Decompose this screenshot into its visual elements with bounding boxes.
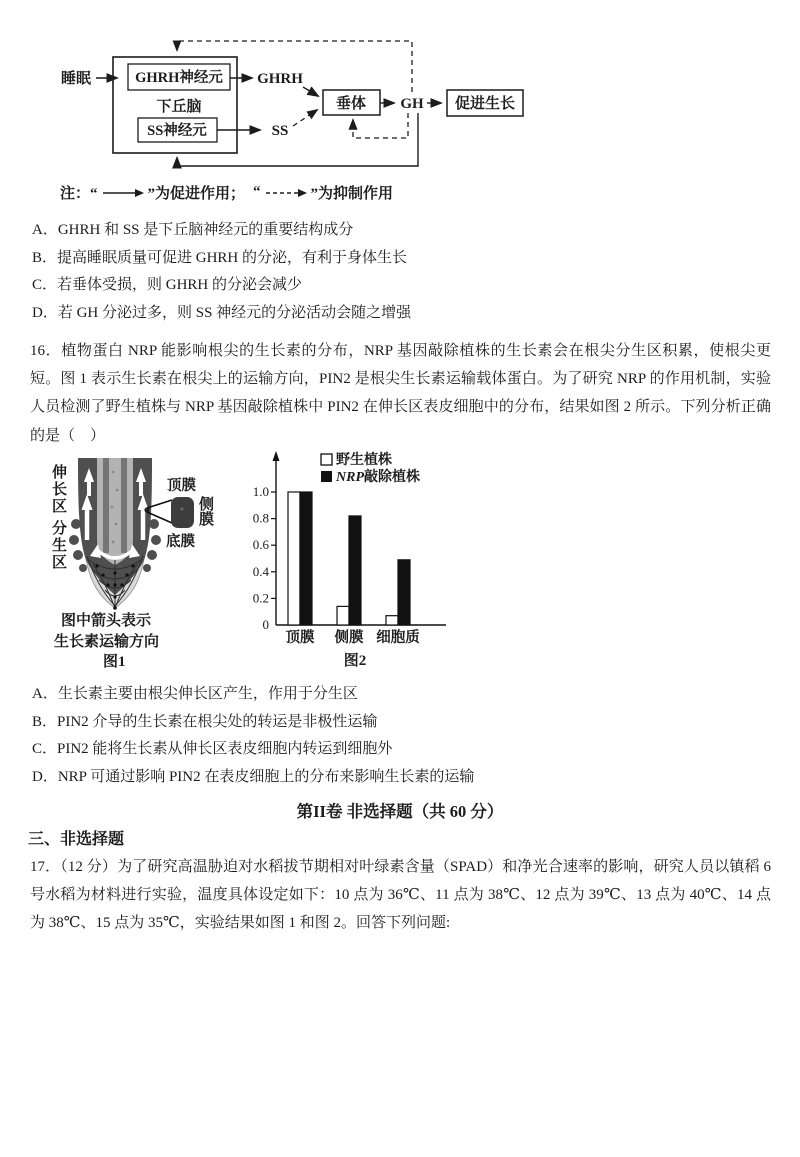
elongation-zone-label: 伸长区 xyxy=(50,464,66,515)
q16-option-b: B．PIN2 介导的生长素在根尖处的转运是非极性运输 xyxy=(32,713,378,730)
fig1-root-tip xyxy=(45,452,270,670)
promote-growth-label: 促进生长 xyxy=(454,96,516,112)
apical-membrane-label: 顶膜 xyxy=(167,478,196,494)
lateral-membrane-label: 侧膜 xyxy=(197,496,213,526)
note-solid-meaning: ”为促进作用； xyxy=(147,186,246,202)
pituitary-label: 垂体 xyxy=(335,96,367,112)
q16-option-a: A．生长素主要由根尖伸长区产生，作用于分生区 xyxy=(32,686,358,702)
q15-option-c: C．若垂体受损，则 GHRH 的分泌会减少 xyxy=(32,277,303,294)
q15-option-d: D．若 GH 分泌过多，则 SS 神经元的分泌活动会随之增强 xyxy=(32,304,412,321)
bar-NRP敲除植株-侧膜 xyxy=(349,516,361,625)
y-axis-arrow xyxy=(273,451,280,461)
legend-wild-swatch xyxy=(321,454,332,465)
legend-knockout-label xyxy=(335,468,420,485)
legend-knockout-rest-part: 敲除植株 xyxy=(364,470,420,485)
dashed-arrow-icon xyxy=(264,187,308,199)
ytick-0.2: 0.2 xyxy=(252,590,269,606)
ytick-0.4: 0.4 xyxy=(252,563,269,579)
note-prefix: 注：“ xyxy=(60,186,98,202)
ytick-0.8: 0.8 xyxy=(252,510,269,526)
bar-野生植株-侧膜 xyxy=(337,606,349,625)
q15-hormone-flow-diagram xyxy=(55,30,535,180)
gh-label: GH xyxy=(400,96,424,112)
category-lateral: 侧膜 xyxy=(334,630,364,646)
ghrh-neuron-label: GHRH神经元 xyxy=(135,70,223,86)
ytick-0.6: 0.6 xyxy=(252,537,269,553)
bar-野生植株-细胞质 xyxy=(386,616,398,625)
stele-stripe-right xyxy=(121,458,127,553)
solid-arrow-icon xyxy=(101,187,145,199)
fig2-caption: 图2 xyxy=(343,653,367,669)
q15-options xyxy=(32,217,411,327)
sleep-label: 睡眠 xyxy=(60,71,92,87)
q17-stem: 17．（12 分）为了研究高温胁迫对水稻拔节期相对叶绿素含量（SPAD）和净光合速率的影响，研究人员以镇稻 6 号水稻为材料进行实验，温度具体设定如下：10 点为 36℃、11 点为 38℃、12 点为 39℃、13 点为 40℃、14 点为 38℃、15 点为 35℃，实验结果如图 1 和图 2。回答下列问题: xyxy=(30,859,771,932)
cell-texture-dot xyxy=(181,508,184,511)
y-tick-marks xyxy=(271,492,276,598)
category-apical: 顶膜 xyxy=(285,630,315,646)
arrow-ss-to-pituitary-dashed xyxy=(293,110,317,126)
section2-header: 第II卷 非选择题（共 60 分） xyxy=(296,802,504,821)
section3-subheader: 三、非选择题 xyxy=(28,831,125,848)
q15-option-a: A．GHRH 和 SS 是下丘脑神经元的重要结构成分 xyxy=(32,222,354,238)
category-labels xyxy=(286,628,421,646)
note-dashed-open: “ xyxy=(253,184,261,200)
hypothalamus-label: 下丘脑 xyxy=(156,99,202,115)
epidermal-cell xyxy=(171,497,194,528)
meristem-zone-label: 分生区 xyxy=(50,520,66,571)
arrow-legend-note xyxy=(60,182,393,203)
bars-group xyxy=(288,492,410,625)
arrow-ghrh-to-pituitary xyxy=(303,87,318,96)
ghrh-label: GHRH xyxy=(257,71,303,87)
ss-neuron-label: SS神经元 xyxy=(147,123,207,139)
basal-membrane-label: 底膜 xyxy=(166,534,195,550)
fig1-caption: 图1 xyxy=(103,654,126,670)
y-tick-labels xyxy=(253,484,270,632)
bar-NRP敲除植株-细胞质 xyxy=(398,560,410,625)
fig1-note-line2: 生长素运输方向 xyxy=(54,634,160,650)
legend-wild-label: 野生植株 xyxy=(336,453,392,468)
fig1-note-line1: 图中箭头表示 xyxy=(61,613,152,629)
legend-knockout-swatch xyxy=(321,471,332,482)
q16-stem: 16．植物蛋白 NRP 能影响根尖的生长素的分布，NRP 基因敲除植株的生长素会在根尖分生区积累，使根尖更短。图 1 表示生长素在根尖上的运输方向，PIN2 是根尖生长素运输载体蛋白。为了研究 NRP 的作用机制，实验人员检测了野生植株与 NRP 基因敲除植株中 PIN2 在伸长区表皮细胞中的分布，结果如图 2 所示。下列分析正确的是（ ） xyxy=(30,343,771,444)
q16-option-c: C．PIN2 能将生长素从伸长区表皮细胞内转运到细胞外 xyxy=(32,741,393,758)
ss-label: SS xyxy=(271,123,289,139)
q16-options xyxy=(32,681,474,791)
root-central-column xyxy=(97,458,133,565)
bar-野生植株-顶膜 xyxy=(288,492,300,625)
legend-knockout-italic-part: NRP xyxy=(336,470,364,485)
category-cytoplasm: 细胞质 xyxy=(376,630,420,646)
fig2-bar-chart xyxy=(250,446,485,674)
bar-NRP敲除植株-顶膜 xyxy=(300,492,312,625)
q16-option-d: D．NRP 可通过影响 PIN2 在表皮细胞上的分布来影响生长素的运输 xyxy=(32,768,475,785)
ytick-1.0: 1.0 xyxy=(252,484,269,499)
stele-stripe-left xyxy=(103,458,109,553)
ytick-0: 0 xyxy=(262,617,269,632)
q15-option-b: B．提高睡眠质量可促进 GHRH 的分泌，有利于身体生长 xyxy=(32,249,408,266)
note-dashed-meaning: ”为抑制作用 xyxy=(310,186,394,202)
feedback-gh-to-pituitary-dashed xyxy=(353,113,408,138)
